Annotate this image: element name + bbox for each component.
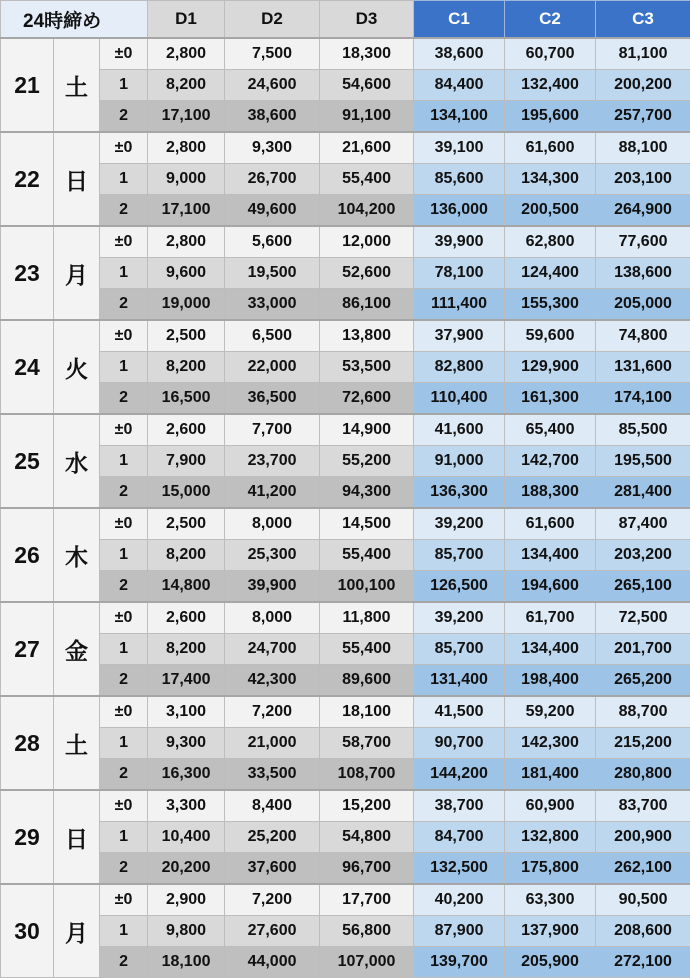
offset-label: 1 (100, 540, 148, 571)
value-cell-c1: 90,700 (414, 728, 505, 759)
value-cell-d3: 14,500 (320, 508, 414, 540)
value-cell-c1: 84,400 (414, 70, 505, 101)
offset-label: 1 (100, 258, 148, 289)
table-row (1, 634, 690, 665)
value-cell-d2: 22,000 (225, 352, 320, 383)
value-cell-c2: 61,700 (505, 602, 596, 634)
value-cell-c1: 131,400 (414, 665, 505, 697)
day-number: 25 (1, 414, 54, 508)
value-cell-d1: 17,400 (148, 665, 225, 697)
value-cell-d1: 9,600 (148, 258, 225, 289)
offset-label: 1 (100, 916, 148, 947)
value-cell-c1: 85,700 (414, 540, 505, 571)
value-cell-d1: 19,000 (148, 289, 225, 321)
value-cell-d1: 9,300 (148, 728, 225, 759)
value-cell-c3: 265,200 (596, 665, 690, 697)
value-cell-c3: 265,100 (596, 571, 690, 603)
table-row (1, 289, 690, 321)
value-cell-d3: 11,800 (320, 602, 414, 634)
value-cell-c3: 195,500 (596, 446, 690, 477)
value-cell-d3: 94,300 (320, 477, 414, 509)
value-cell-d1: 8,200 (148, 634, 225, 665)
value-cell-d2: 42,300 (225, 665, 320, 697)
column-header-d2: D2 (225, 1, 320, 39)
offset-label: ±0 (100, 132, 148, 164)
value-cell-c3: 203,200 (596, 540, 690, 571)
day-number: 22 (1, 132, 54, 226)
value-cell-c1: 39,900 (414, 226, 505, 258)
value-cell-c3: 90,500 (596, 884, 690, 916)
table-row (1, 759, 690, 791)
value-cell-d3: 12,000 (320, 226, 414, 258)
value-cell-d2: 25,200 (225, 822, 320, 853)
table-row (1, 916, 690, 947)
table-row (1, 790, 690, 822)
offset-label: 2 (100, 383, 148, 415)
value-cell-c1: 144,200 (414, 759, 505, 791)
column-header-d3: D3 (320, 1, 414, 39)
value-cell-c2: 59,200 (505, 696, 596, 728)
offset-label: 2 (100, 759, 148, 791)
column-header-c1: C1 (414, 1, 505, 39)
value-cell-c2: 200,500 (505, 195, 596, 227)
value-cell-d2: 8,000 (225, 602, 320, 634)
value-cell-d2: 24,700 (225, 634, 320, 665)
value-cell-c1: 40,200 (414, 884, 505, 916)
table-row (1, 70, 690, 101)
value-cell-c3: 88,100 (596, 132, 690, 164)
value-cell-d1: 2,900 (148, 884, 225, 916)
value-cell-c1: 91,000 (414, 446, 505, 477)
day-number: 28 (1, 696, 54, 790)
value-cell-c1: 136,000 (414, 195, 505, 227)
weekday-label: 日 (54, 132, 100, 226)
offset-label: 1 (100, 728, 148, 759)
value-cell-d3: 91,100 (320, 101, 414, 133)
value-cell-d3: 53,500 (320, 352, 414, 383)
table-row (1, 477, 690, 509)
value-cell-d2: 44,000 (225, 947, 320, 978)
value-cell-d1: 17,100 (148, 101, 225, 133)
value-cell-c1: 41,500 (414, 696, 505, 728)
value-cell-c3: 77,600 (596, 226, 690, 258)
value-cell-c3: 81,100 (596, 38, 690, 70)
value-cell-d2: 49,600 (225, 195, 320, 227)
value-cell-d1: 16,500 (148, 383, 225, 415)
offset-label: 2 (100, 947, 148, 978)
value-cell-c2: 134,400 (505, 540, 596, 571)
value-cell-d3: 55,400 (320, 540, 414, 571)
value-cell-d2: 7,200 (225, 884, 320, 916)
offset-label: ±0 (100, 508, 148, 540)
value-cell-c2: 188,300 (505, 477, 596, 509)
table-row (1, 101, 690, 133)
offset-label: ±0 (100, 696, 148, 728)
value-cell-d3: 21,600 (320, 132, 414, 164)
value-cell-d1: 2,500 (148, 320, 225, 352)
value-cell-d1: 14,800 (148, 571, 225, 603)
value-cell-d3: 55,400 (320, 634, 414, 665)
value-cell-d3: 104,200 (320, 195, 414, 227)
value-cell-c3: 280,800 (596, 759, 690, 791)
table-row (1, 947, 690, 978)
table-row (1, 226, 690, 258)
weekday-label: 土 (54, 38, 100, 132)
value-cell-d1: 2,600 (148, 602, 225, 634)
offset-label: 1 (100, 822, 148, 853)
value-cell-c3: 208,600 (596, 916, 690, 947)
table-row (1, 320, 690, 352)
value-cell-c2: 161,300 (505, 383, 596, 415)
value-cell-c1: 110,400 (414, 383, 505, 415)
weekday-label: 木 (54, 508, 100, 602)
table-row (1, 352, 690, 383)
value-cell-d2: 23,700 (225, 446, 320, 477)
table-row (1, 132, 690, 164)
value-cell-d1: 16,300 (148, 759, 225, 791)
table-row (1, 853, 690, 885)
value-cell-c3: 200,900 (596, 822, 690, 853)
table-row (1, 38, 690, 70)
offset-label: 2 (100, 477, 148, 509)
table-row (1, 602, 690, 634)
value-cell-c3: 138,600 (596, 258, 690, 289)
weekday-label: 火 (54, 320, 100, 414)
value-cell-c2: 175,800 (505, 853, 596, 885)
column-header-c2: C2 (505, 1, 596, 39)
value-cell-c3: 131,600 (596, 352, 690, 383)
value-cell-d2: 25,300 (225, 540, 320, 571)
value-cell-c1: 39,200 (414, 602, 505, 634)
offset-label: ±0 (100, 226, 148, 258)
value-cell-c1: 39,200 (414, 508, 505, 540)
value-cell-d2: 6,500 (225, 320, 320, 352)
value-cell-c2: 142,700 (505, 446, 596, 477)
offset-label: 2 (100, 289, 148, 321)
value-cell-c1: 132,500 (414, 853, 505, 885)
value-cell-c1: 39,100 (414, 132, 505, 164)
value-cell-d1: 3,100 (148, 696, 225, 728)
value-cell-d1: 9,000 (148, 164, 225, 195)
offset-label: ±0 (100, 320, 148, 352)
value-cell-c3: 264,900 (596, 195, 690, 227)
offset-label: ±0 (100, 602, 148, 634)
value-cell-c3: 205,000 (596, 289, 690, 321)
offset-label: ±0 (100, 38, 148, 70)
value-cell-c2: 59,600 (505, 320, 596, 352)
value-cell-d1: 8,200 (148, 540, 225, 571)
value-cell-c3: 262,100 (596, 853, 690, 885)
value-cell-d3: 96,700 (320, 853, 414, 885)
table-row (1, 728, 690, 759)
value-cell-d1: 8,200 (148, 70, 225, 101)
value-cell-d2: 27,600 (225, 916, 320, 947)
offset-label: 2 (100, 853, 148, 885)
value-cell-c2: 63,300 (505, 884, 596, 916)
value-cell-d3: 86,100 (320, 289, 414, 321)
value-cell-d2: 7,700 (225, 414, 320, 446)
value-cell-c3: 88,700 (596, 696, 690, 728)
value-cell-c3: 201,700 (596, 634, 690, 665)
value-cell-c1: 41,600 (414, 414, 505, 446)
value-cell-c1: 85,700 (414, 634, 505, 665)
value-cell-d3: 107,000 (320, 947, 414, 978)
value-cell-d3: 13,800 (320, 320, 414, 352)
day-number: 29 (1, 790, 54, 884)
value-cell-c2: 132,800 (505, 822, 596, 853)
value-cell-d1: 7,900 (148, 446, 225, 477)
value-cell-c2: 132,400 (505, 70, 596, 101)
value-cell-c3: 83,700 (596, 790, 690, 822)
weekday-label: 金 (54, 602, 100, 696)
day-number: 21 (1, 38, 54, 132)
value-cell-c2: 198,400 (505, 665, 596, 697)
value-cell-c2: 61,600 (505, 132, 596, 164)
offset-label: 1 (100, 164, 148, 195)
value-cell-d1: 10,400 (148, 822, 225, 853)
value-cell-c2: 62,800 (505, 226, 596, 258)
day-number: 23 (1, 226, 54, 320)
offset-label: 1 (100, 634, 148, 665)
value-cell-c2: 195,600 (505, 101, 596, 133)
table-row (1, 446, 690, 477)
value-cell-d1: 18,100 (148, 947, 225, 978)
day-number: 30 (1, 884, 54, 978)
value-cell-d2: 37,600 (225, 853, 320, 885)
value-cell-c1: 78,100 (414, 258, 505, 289)
value-cell-c3: 203,100 (596, 164, 690, 195)
table-row (1, 665, 690, 697)
weekday-label: 水 (54, 414, 100, 508)
value-cell-d1: 2,800 (148, 132, 225, 164)
value-cell-d3: 58,700 (320, 728, 414, 759)
value-cell-d2: 26,700 (225, 164, 320, 195)
value-cell-d2: 38,600 (225, 101, 320, 133)
value-cell-c3: 272,100 (596, 947, 690, 978)
table-row (1, 696, 690, 728)
value-cell-c2: 129,900 (505, 352, 596, 383)
value-cell-c2: 60,900 (505, 790, 596, 822)
value-cell-c2: 134,300 (505, 164, 596, 195)
offset-label: 1 (100, 352, 148, 383)
value-cell-c1: 139,700 (414, 947, 505, 978)
value-cell-d2: 9,300 (225, 132, 320, 164)
value-cell-c3: 87,400 (596, 508, 690, 540)
table-title: 24時締め (1, 1, 148, 39)
table-body (1, 38, 690, 978)
value-cell-d3: 54,600 (320, 70, 414, 101)
value-cell-c1: 85,600 (414, 164, 505, 195)
value-cell-d2: 8,400 (225, 790, 320, 822)
table-row (1, 164, 690, 195)
table-row (1, 414, 690, 446)
value-cell-c3: 74,800 (596, 320, 690, 352)
value-cell-c1: 126,500 (414, 571, 505, 603)
value-cell-d1: 2,800 (148, 38, 225, 70)
value-cell-c2: 205,900 (505, 947, 596, 978)
value-cell-c2: 61,600 (505, 508, 596, 540)
value-cell-c3: 72,500 (596, 602, 690, 634)
value-cell-c2: 65,400 (505, 414, 596, 446)
value-cell-c2: 60,700 (505, 38, 596, 70)
value-cell-c2: 142,300 (505, 728, 596, 759)
value-cell-d1: 3,300 (148, 790, 225, 822)
value-cell-d3: 55,200 (320, 446, 414, 477)
value-cell-d2: 24,600 (225, 70, 320, 101)
offset-label: ±0 (100, 414, 148, 446)
table-row (1, 508, 690, 540)
value-cell-d1: 9,800 (148, 916, 225, 947)
value-cell-d1: 2,800 (148, 226, 225, 258)
value-cell-c1: 37,900 (414, 320, 505, 352)
value-cell-d3: 18,300 (320, 38, 414, 70)
value-cell-c1: 82,800 (414, 352, 505, 383)
value-cell-c2: 194,600 (505, 571, 596, 603)
table-row (1, 822, 690, 853)
value-cell-c2: 134,400 (505, 634, 596, 665)
offset-label: ±0 (100, 884, 148, 916)
value-cell-d3: 52,600 (320, 258, 414, 289)
value-cell-c1: 136,300 (414, 477, 505, 509)
value-cell-c1: 134,100 (414, 101, 505, 133)
value-cell-d1: 15,000 (148, 477, 225, 509)
value-cell-d1: 8,200 (148, 352, 225, 383)
offset-label: 2 (100, 665, 148, 697)
value-cell-d3: 18,100 (320, 696, 414, 728)
value-cell-d2: 8,000 (225, 508, 320, 540)
value-cell-c3: 215,200 (596, 728, 690, 759)
value-cell-c2: 137,900 (505, 916, 596, 947)
value-cell-d3: 72,600 (320, 383, 414, 415)
offset-label: 1 (100, 70, 148, 101)
weekday-label: 月 (54, 226, 100, 320)
value-cell-d1: 2,600 (148, 414, 225, 446)
value-cell-c2: 181,400 (505, 759, 596, 791)
value-cell-d2: 5,600 (225, 226, 320, 258)
value-cell-c3: 281,400 (596, 477, 690, 509)
value-cell-c1: 38,600 (414, 38, 505, 70)
offset-label: ±0 (100, 790, 148, 822)
table-row (1, 540, 690, 571)
value-cell-d3: 15,200 (320, 790, 414, 822)
value-cell-d3: 100,100 (320, 571, 414, 603)
value-cell-d2: 41,200 (225, 477, 320, 509)
value-cell-d3: 108,700 (320, 759, 414, 791)
value-cell-d2: 33,500 (225, 759, 320, 791)
value-cell-c3: 174,100 (596, 383, 690, 415)
value-cell-d2: 39,900 (225, 571, 320, 603)
table-row (1, 884, 690, 916)
offset-label: 2 (100, 195, 148, 227)
value-cell-d2: 33,000 (225, 289, 320, 321)
day-number: 26 (1, 508, 54, 602)
table-row (1, 571, 690, 603)
value-cell-c2: 155,300 (505, 289, 596, 321)
value-cell-c1: 84,700 (414, 822, 505, 853)
column-header-c3: C3 (596, 1, 690, 39)
value-cell-d3: 89,600 (320, 665, 414, 697)
value-cell-c3: 85,500 (596, 414, 690, 446)
value-cell-d3: 17,700 (320, 884, 414, 916)
table-row (1, 258, 690, 289)
value-cell-c2: 124,400 (505, 258, 596, 289)
offset-label: 2 (100, 571, 148, 603)
value-cell-d3: 54,800 (320, 822, 414, 853)
value-cell-d3: 55,400 (320, 164, 414, 195)
value-cell-d2: 7,500 (225, 38, 320, 70)
day-number: 24 (1, 320, 54, 414)
value-cell-d2: 7,200 (225, 696, 320, 728)
offset-label: 2 (100, 101, 148, 133)
table-row (1, 383, 690, 415)
header-row (1, 1, 690, 39)
value-cell-c3: 257,700 (596, 101, 690, 133)
value-cell-c3: 200,200 (596, 70, 690, 101)
value-cell-c1: 87,900 (414, 916, 505, 947)
offset-label: 1 (100, 446, 148, 477)
weekday-label: 土 (54, 696, 100, 790)
value-cell-d1: 20,200 (148, 853, 225, 885)
value-cell-c1: 111,400 (414, 289, 505, 321)
value-cell-d2: 19,500 (225, 258, 320, 289)
table-row (1, 195, 690, 227)
weekday-label: 月 (54, 884, 100, 978)
value-cell-d3: 56,800 (320, 916, 414, 947)
value-cell-d2: 36,500 (225, 383, 320, 415)
value-cell-d1: 17,100 (148, 195, 225, 227)
value-cell-c1: 38,700 (414, 790, 505, 822)
day-number: 27 (1, 602, 54, 696)
weekday-label: 日 (54, 790, 100, 884)
column-header-d1: D1 (148, 1, 225, 39)
value-cell-d1: 2,500 (148, 508, 225, 540)
value-cell-d2: 21,000 (225, 728, 320, 759)
value-cell-d3: 14,900 (320, 414, 414, 446)
